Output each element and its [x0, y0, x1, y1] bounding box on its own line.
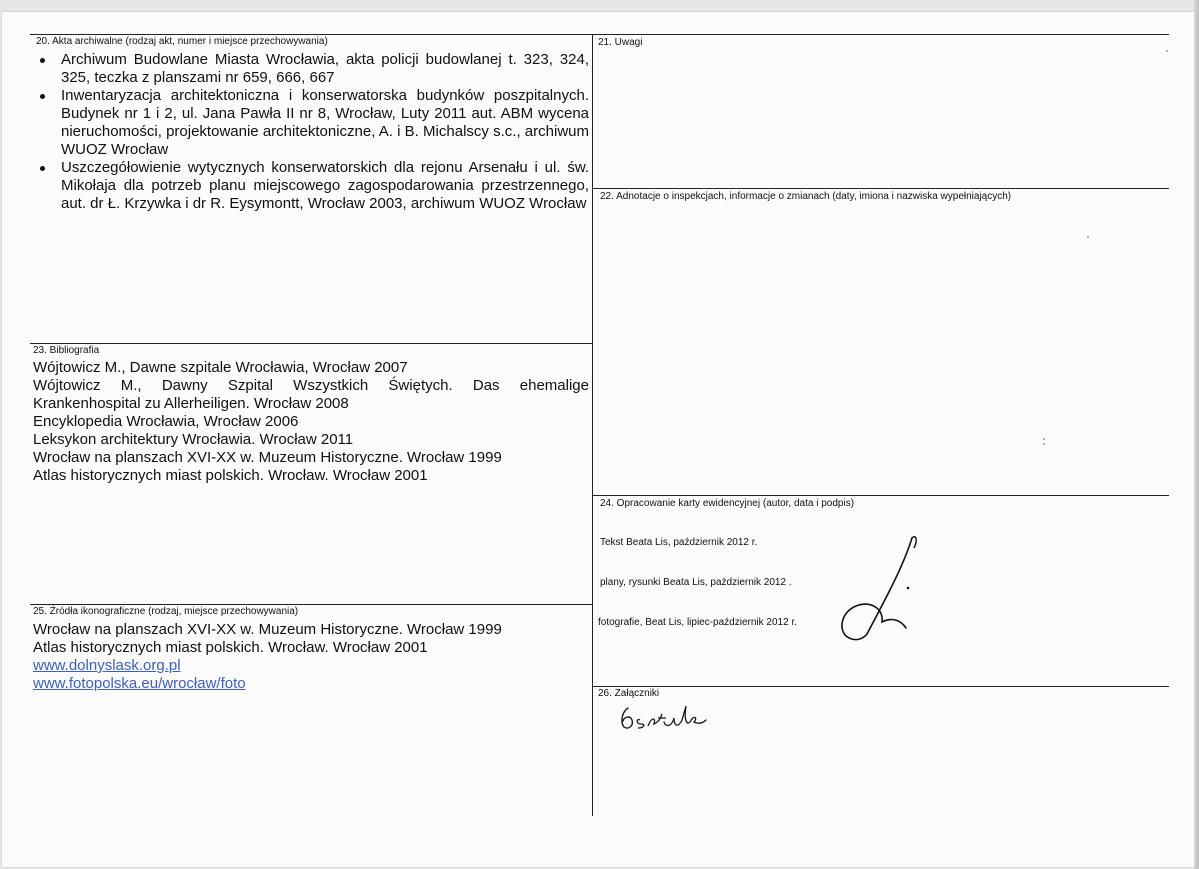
section-20-header: 20. Akta archiwalne (rodzaj akt, numer i miejsce przechowywania)	[36, 36, 328, 47]
section-26-header: 26. Załączniki	[598, 688, 660, 699]
speck	[1166, 50, 1168, 52]
author-text-line: Tekst Beata Lis, październik 2012 r.	[600, 537, 758, 548]
column-divider	[592, 34, 593, 816]
speck	[1043, 443, 1045, 445]
rule-24	[593, 495, 1169, 496]
scan-top-edge	[0, 0, 1199, 12]
archive-item: Inwentaryzacja architektoniczna i konserwatorska budynków poszpitalnych. Budynek nr 1 i 2, ul. Jana Pawła II nr 8, Wrocław, Luty 2011 aut. ABM wycena nieruchomości, projektowanie architektoniczne, A. i B. Michalscy s.c., archiwum WUOZ Wrocław	[34, 87, 589, 159]
bibliography-entry: Atlas historycznych miast polskich. Wrocław. Wrocław 2001	[33, 467, 428, 484]
speck	[1043, 438, 1045, 440]
rule-23	[30, 343, 592, 344]
section-20-list	[34, 51, 589, 213]
handwritten-signature	[832, 530, 922, 645]
rule-25	[30, 604, 592, 605]
speck	[1087, 236, 1089, 238]
bibliography-entry: Krankenhospital zu Allerheiligen. Wrocław 2008	[33, 395, 349, 412]
bibliography-entry: Wójtowicz M., Dawne szpitale Wrocławia, Wrocław 2007	[33, 359, 408, 376]
rule-26	[593, 686, 1169, 687]
link-fotopolska[interactable]: www.fotopolska.eu/wrocław/foto	[33, 675, 246, 692]
scan-right-edge	[1194, 0, 1199, 869]
archive-item: Uszczegółowienie wytycznych konserwatorskich dla rejonu Arsenału i ul. św. Mikołaja dla potrzeb planu miejscowego zagospodarowania przestrzennego, aut. dr Ł. Krzywka i dr R. Eysymontt, Wrocław 2003, archiwum WUOZ Wrocław	[34, 159, 589, 213]
rule-22	[593, 188, 1169, 189]
section-21-header: 21. Uwagi	[598, 37, 643, 48]
author-photos-line: fotografie, Beat Lis, lipiec-październik 2012 r.	[598, 617, 797, 628]
bibliography-entry: Encyklopedia Wrocławia, Wrocław 2006	[33, 413, 299, 430]
iconography-entry: Wrocław na planszach XVI-XX w. Muzeum Historyczne. Wrocław 1999	[33, 621, 502, 638]
bibliography-list	[33, 359, 589, 485]
section-23-header: 23. Bibliografia	[33, 345, 100, 356]
archive-item: Archiwum Budowlane Miasta Wrocławia, akta policji budowlanej t. 323, 324, 325, teczka z planszami nr 659, 666, 667	[34, 51, 589, 87]
section-22-header: 22. Adnotacje o inspekcjach, informacje o zmianach (daty, imiona i nazwiska wypełniających)	[600, 191, 1012, 202]
top-rule	[30, 34, 1169, 35]
bibliography-entry: Wójtowicz M., Dawny Szpital Wszystkich Świętych. Das ehemalige	[33, 377, 589, 394]
iconography-list	[33, 621, 589, 693]
iconography-entry: Atlas historycznych miast polskich. Wrocław. Wrocław 2001	[33, 639, 428, 656]
author-drawings-line: plany, rysunki Beata Lis, październik 2012 .	[600, 577, 792, 588]
link-dolnyslask[interactable]: www.dolnyslask.org.pl	[33, 657, 181, 674]
bibliography-entry: Leksykon architektury Wrocławia. Wrocław 2011	[33, 431, 354, 448]
bibliography-entry: Wrocław na planszach XVI-XX w. Muzeum Historyczne. Wrocław 1999	[33, 449, 502, 466]
section-24-header: 24. Opracowanie karty ewidencyjnej (autor, data i podpis)	[600, 498, 855, 509]
section-25-header: 25. Źródła ikonograficzne (rodzaj, miejsce przechowywania)	[33, 606, 299, 617]
handwritten-attachments-note	[616, 700, 711, 732]
